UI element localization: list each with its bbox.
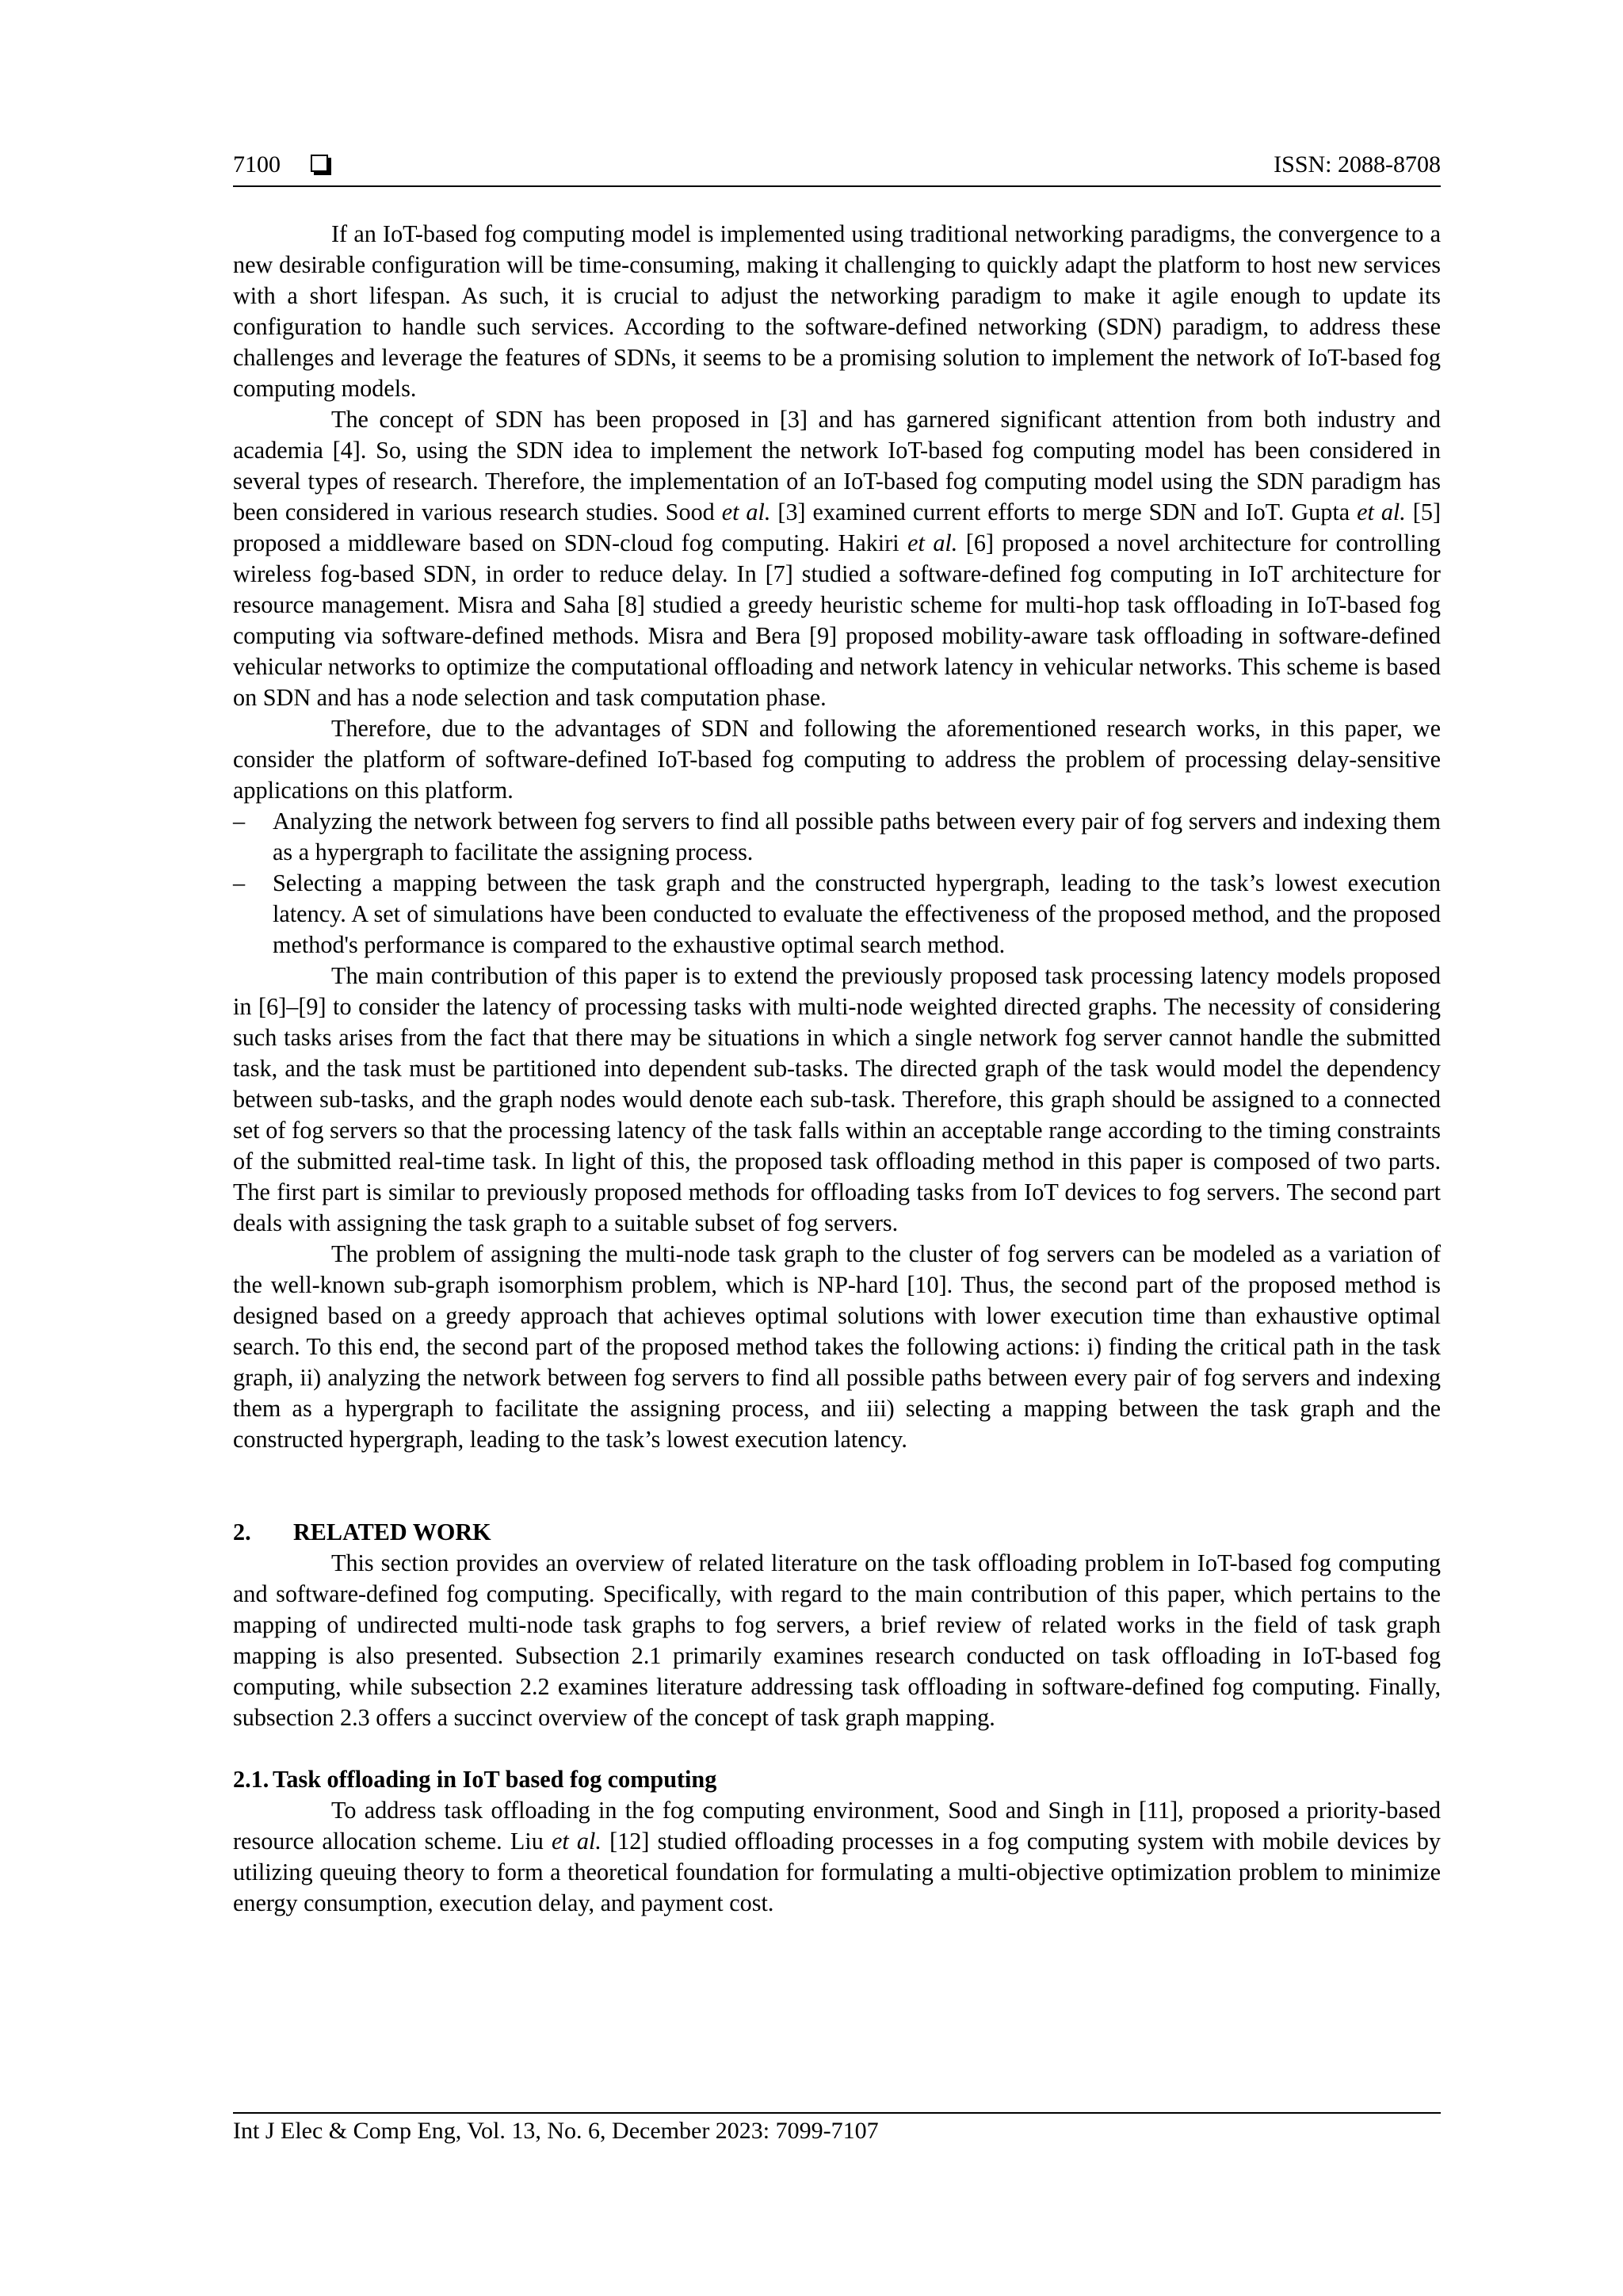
section-2-paragraph: This section provides an overview of related literature on the task offloading problem in IoT-based fog computing and software-defined fog computing. Specifically, with regard to the main contribution of this paper, which pertains to the mapping of undirected multi-node task graphs to fog servers, a brief review of related works in the field of task graph mapping is also presented. Subsection 2.1 primarily examines research conducted on task offloading in IoT-based fog computing, while subsection 2.2 examines literature addressing task offloading in software-defined fog computing. Finally, subsection 2.3 offers a succinct overview of the concept of task graph mapping.	[233, 1549, 1441, 1731]
header-left	[233, 151, 328, 179]
section-title: RELATED WORK	[293, 1519, 491, 1545]
section-heading	[233, 1517, 1441, 1548]
paragraph-2	[233, 404, 1441, 713]
contribution-list	[233, 806, 1441, 961]
paragraph-1: If an IoT-based fog computing model is implemented using traditional networking paradigms, the convergence to a new desirable configuration will be time-consuming, making it challenging to quickly adapt the platform to host new services with a short lifespan. As such, it is crucial to adjust the networking paradigm to make it agile enough to update its configuration to handle such services. According to the software-defined networking (SDN) paradigm, to address these challenges and leverage the features of SDNs, it seems to be a promising solution to implement the network of IoT-based fog computing models.	[233, 220, 1441, 402]
paragraph-2-text: [6] proposed a novel architecture for controlling wireless fog-based SDN, in order to reduce delay. In [7] studied a software-defined fog computing in IoT architecture for resource management. Misra and Saha [8] studied a greedy heuristic scheme for multi-hop task offloading in IoT-based fog computing via software-defined methods. Misra and Bera [9] proposed mobility-aware task offloading in software-defined vehicular networks to optimize the computational offloading and network latency in vehicular networks. This scheme is based on SDN and has a node selection and task computation phase.	[233, 529, 1441, 711]
journal-citation: Int J Elec & Comp Eng, Vol. 13, No. 6, December 2023: 7099-7107	[233, 2118, 879, 2144]
subsection-number: 2.1.	[233, 1766, 269, 1793]
paragraph-2-text: The concept of SDN has been proposed in [3] and has garnered significant attention from both industry and academia [4]. So, using the SDN idea to implement the network IoT-based fog computing model has been considered in several types of research. Therefore, the implementation of an IoT-based fog computing model using the SDN paradigm has been considered in various research studies. Sood	[233, 406, 1441, 525]
subsection-2-1-paragraph	[233, 1795, 1441, 1919]
square-box-icon	[311, 155, 328, 172]
list-item: – Selecting a mapping between the task graph and the constructed hypergraph, leading to the task’s lowest execution latency. A set of simulations have been conducted to evaluate the effectiveness of the proposed method, and the proposed method's performance is compared to the exhaustive optimal search method.	[233, 868, 1441, 961]
subsection-title: Task offloading in IoT based fog computing	[273, 1766, 717, 1793]
paragraph-3: Therefore, due to the advantages of SDN and following the aforementioned research works, in this paper, we consider the platform of software-defined IoT-based fog computing to address the problem of processing delay-sensitive applications on this platform.	[233, 715, 1441, 804]
page-footer	[233, 2112, 1441, 2145]
et-al-italic: et al.	[551, 1828, 601, 1855]
page-header	[233, 151, 1441, 187]
section-number: 2.	[233, 1519, 251, 1545]
page-number: 7100	[233, 151, 281, 178]
paragraph-2-text: [5] proposed a middleware based on SDN-cloud fog computing. Hakiri	[233, 499, 1441, 556]
paragraph-4: The main contribution of this paper is to extend the previously proposed task processing latency models proposed in [6]–[9] to consider the latency of processing tasks with multi-node weighted directed graphs. The necessity of considering such tasks arises from the fact that there may be situations in which a single network fog server cannot handle the submitted task, and the task must be partitioned into dependent sub-tasks. The directed graph of the task would model the dependency between sub-tasks, and the graph nodes would denote each sub-task. Therefore, this graph should be assigned to a connected set of fog servers so that the processing latency of the task falls within an acceptable range according to the timing constraints of the submitted real-time task. In light of this, the proposed task offloading method in this paper is composed of two parts. The first part is similar to previously proposed methods for offloading tasks from IoT devices to fog servers. The second part deals with assigning the task graph to a suitable subset of fog servers.	[233, 962, 1441, 1236]
paragraph-5: The problem of assigning the multi-node task graph to the cluster of fog servers can be modeled as a variation of the well-known sub-graph isomorphism problem, which is NP-hard [10]. Thus, the second part of the proposed method is designed based on a greedy approach that achieves optimal solutions with lower execution time than exhaustive optimal search. To this end, the second part of the proposed method takes the following actions: i) finding the critical path in the task graph, ii) analyzing the network between fog servers to find all possible paths between every pair of fog servers and indexing them as a hypergraph to facilitate the assigning process, and iii) selecting a mapping between the task graph and the constructed hypergraph, leading to the task’s lowest execution latency.	[233, 1240, 1441, 1453]
paragraph-2-text: [3] examined current efforts to merge SDN and IoT. Gupta	[770, 499, 1358, 525]
et-al-italic: et al.	[1357, 499, 1406, 525]
subsection-text: To address task offloading in the fog computing environment, Sood and Singh in [11], proposed a priority-based resource allocation scheme. Liu	[233, 1797, 1441, 1855]
et-al-italic: et al.	[721, 499, 771, 525]
body-text	[233, 219, 1441, 1919]
subsection-text: [12] studied offloading processes in a fog computing system with mobile devices by utilizing queuing theory to form a theoretical foundation for formulating a multi-objective optimization problem to minimize energy consumption, execution delay, and payment cost.	[233, 1828, 1441, 1916]
issn-label: ISSN: 2088-8708	[1274, 151, 1441, 178]
subsection-heading	[233, 1764, 1441, 1795]
et-al-italic: et al.	[907, 529, 958, 556]
list-item: – Analyzing the network between fog servers to find all possible paths between every pair of fog servers and indexing them as a hypergraph to facilitate the assigning process.	[233, 806, 1441, 868]
page	[233, 151, 1441, 1919]
